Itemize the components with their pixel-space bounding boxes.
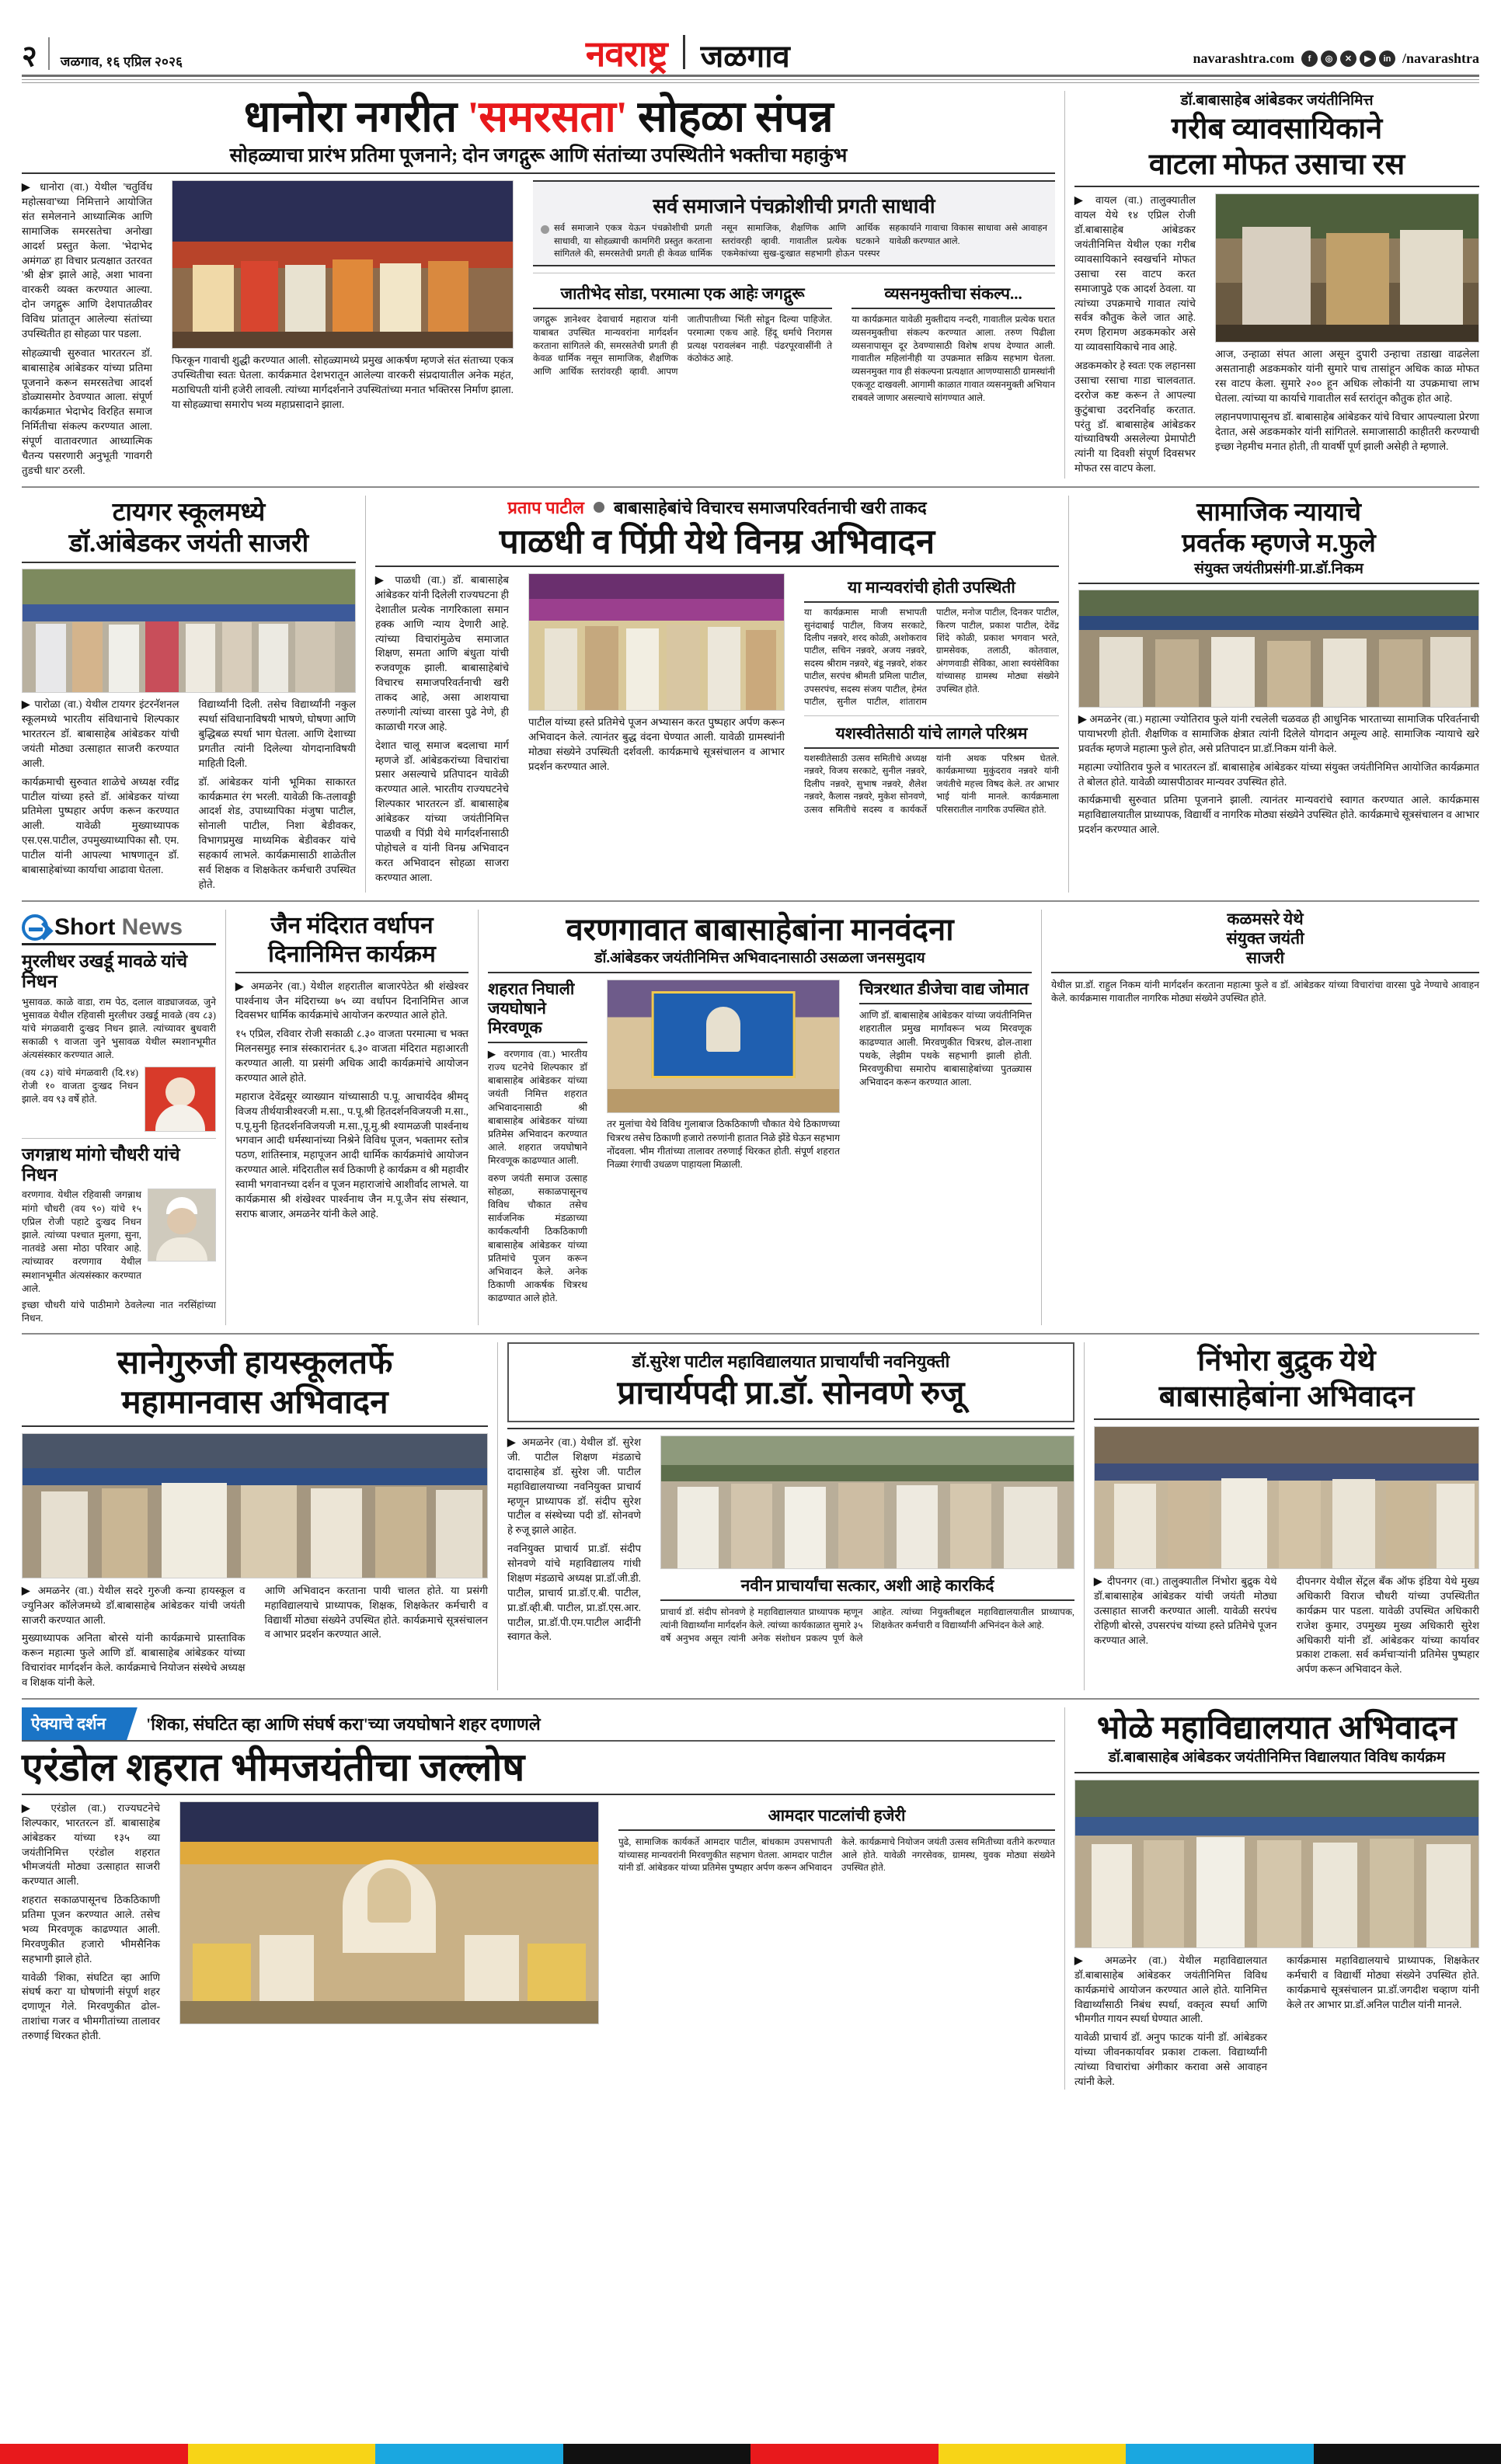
short-news-title: Short News bbox=[54, 914, 183, 940]
nimbhora-body-2: दीपनगर येथील सेंट्रल बँक ऑफ इंडिया येथे मुख्य अधिकारी विराज चौधरी यांच्या उपस्थितीत कार्यक्रम पार पडला. यावेळी उपस्थित अधिकारी राजेश कुमार, उपमुख्य मुख्य अधिकारी सुरेश अधिकारी यांनी डॉ. आंबेडकर यांच्या कार्यावर प्रकाश टाकला. सर्व कर्मचाऱ्यांनी प्रतिमेस पुष्पहार अर्पण करून अभिवादन केले. bbox=[1296, 1575, 1479, 1676]
samajik-headline-1: सामाजिक न्यायाचे bbox=[1196, 498, 1361, 527]
bhole-kicker: डॉ.बाबासाहेब आंबेडकर जयंतीनिमित्त विद्यालयात विविध कार्यक्रम bbox=[1108, 1749, 1446, 1766]
block-five bbox=[22, 1707, 1479, 2090]
suresh-col1 bbox=[507, 1436, 641, 1644]
lead-headline-part2: सोहळा संपन्न bbox=[627, 93, 834, 141]
tiger-body-1: ▶ पारोळा (वा.) येथील टायगर इंटरनॅशनल स्कूलमध्ये भारतीय संविधानाचे शिल्पकार भारतरत्न डॉ. बाबासाहेब आंबेडकर यांची जयंती मोठ्या उत्साहात साजरी करण्यात आली. bbox=[22, 698, 179, 769]
brand-separator bbox=[683, 35, 685, 69]
sane-headline-1: सानेगुरुजी हायस्कूलतर्फे bbox=[117, 1345, 393, 1382]
lead-infobox-title: सर्व समाजाने पंचक्रोशीची प्रगती साधावी bbox=[653, 195, 935, 218]
nimbhora-headline-1: निंभोरा बुद्रुक येथे bbox=[1197, 1345, 1376, 1378]
bhole-body-2: यावेळी प्राचार्य डॉ. अनुप फाटक यांनी डॉ. आंबेडकर यांच्या जीवनकार्यावर प्रकाश टाकला. विद्यार्थ्यांनी त्यांच्या विचारांचा अंगीकार करावा असे आवाहन त्यांनी केले. bbox=[1074, 2031, 1267, 2087]
paldhi-col1 bbox=[375, 573, 509, 885]
colorbar-seg-6 bbox=[939, 2444, 1127, 2464]
varangaon-body-4: आणि डॉ. बाबासाहेब आंबेडकर यांच्या जयंतीनिमित्त शहरातील प्रमुख मार्गांवरून भव्य मिरवणूक काढण्यात आली. मिरवणुकीत चित्ररथ, ढोल-ताशा पथके, लेझीम पथके सहभागी झाली होती. मिरवणुकीचा समारोप बाबासाहेबांच्या पुतळ्यास अभिवादन करून करण्यात आला. bbox=[859, 1010, 1032, 1088]
varangaon-body-2: वरुण जयंती समाज उत्साह सोहळा, सकाळपासूनच विविध चौकात तसेच सार्वजनिक मंडळाच्या कार्यकर्त्यांनी ठिकठिकाणी बाबासाहेब आंबेडकर यांच्या प्रतिमांचे पूजन करून अभिवादन केले. अनेक ठिकाणी आकर्षक चित्ररथ काढण्यात आले होते. bbox=[488, 1172, 587, 1304]
article-samajik-nyay bbox=[1078, 496, 1479, 893]
social-links[interactable] bbox=[1301, 50, 1395, 67]
colorbar-seg-5 bbox=[750, 2444, 939, 2464]
nimbhora-photo bbox=[1094, 1426, 1479, 1569]
instagram-icon[interactable]: ◎ bbox=[1321, 50, 1337, 67]
paldhi-headline: पाळधी व पिंप्री येथे विनम्र अभिवादन bbox=[499, 522, 935, 561]
varangaon-box1-title: शहरात निघाली जयघोषाने मिरवणूक bbox=[488, 980, 575, 1038]
block-three-stories bbox=[22, 496, 1479, 893]
samajik-body-3: कार्यक्रमाची सुरुवात प्रतिमा पूजनाने झाली. त्यानंतर मान्यवरांचे स्वागत करण्यात आले. कार्यक्रमास महाविद्यालयातील प्राध्यापक, विद्यार्थी व नागरिक मोठ्या संख्येने उपस्थित होते. कार्यक्रमाचे सूत्रसंचालन व आभार प्रदर्शन करण्यात आले. bbox=[1078, 794, 1479, 836]
colorbar-seg-7 bbox=[1126, 2444, 1314, 2464]
nimbhora-headline-2: बाबासाहेबांना अभिवादन bbox=[1158, 1380, 1415, 1414]
samajik-kicker: संयुक्त जयंतीप्रसंगी-प्रा.डॉ.निकम bbox=[1194, 561, 1363, 578]
article-tiger-school bbox=[22, 496, 356, 893]
right-top-body-2: अडकमकोर हे स्वतः एक लहानसा उसाचा रसाचा गाडा चालवतात. दररोज कष्ट करून ते आपल्या कुटुंबाचा उदरनिर्वाह करतात. परंतु डॉ. बाबासाहेब आंबेडकर यांच्याविषयी असलेल्या प्रेमापोटी त्यांनी या दिवशी संपूर्ण दिवसभर मोफत रस वाटप केला. bbox=[1074, 360, 1196, 475]
jain-body-2: १५ एप्रिल, रविवार रोजी सकाळी ८.३० वाजता परमात्मा च भक्त मिलनसमुह स्नात्र संस्कारानंतर ६.३० वाजता मंदिरात महाआरती करण्यात आली. या प्रसंगी अधिक आदी कार्यक्रमांचे आयोजन करण्यात आले होते. bbox=[235, 1028, 468, 1084]
varangaon-photo-block bbox=[607, 980, 840, 1171]
lead-body-2: सोहळ्याची सुरुवात भारतरत्न डॉ. बाबासाहेब आंबेडकर यांच्या प्रतिमा पूजनाने करून समरसतेचा आदर्श डोळ्यासमोर ठेवण्यात आला. संपूर्ण कार्यक्रमात भेदाभेद विरहित समाज निर्मितीचा संकल्प करण्यात आला. संपूर्ण वातावरणात आध्यात्मिक चैतन्य पसरणारी अनुभूती 'गावगरी तुडची धार' ठरली. bbox=[22, 346, 152, 476]
varangaon-body-1: ▶ वरणगाव (वा.) भारतीय राज्य घटनेचे शिल्पकार डॉ बाबासाहेब आंबेडकर यांच्या जयंती निमित्त शहरात अभिवादनासाठी श्री बाबासाहेब आंबेडकर यांच्या प्रतिमेस अभिवादन करण्यात आले. शहरात जयघोषाने मिरवणूक काढण्यात आली. bbox=[488, 1048, 588, 1167]
tiger-body-3: विद्यार्थ्यांनी दिली. तसेच विद्यार्थ्यांनी नकुल स्पर्धा संविधानाविषयी भाषणे, घोषणा आणि बुद्धिबळ स्पर्धा भाग घेतला. आणि देशाच्या प्रगतीत त्यांनी दिलेल्या योगदानाविषयी माहिती दिली. bbox=[198, 698, 356, 769]
sane-col2 bbox=[265, 1584, 489, 1643]
right-top-headline-1: गरीब व्यावसायिकाने bbox=[1171, 112, 1383, 145]
bhole-col2 bbox=[1287, 1954, 1479, 2013]
paldhi-kicker: बाबासाहेबांचे विचारच समाजपरिवर्तनाची खरी ताकद bbox=[613, 497, 927, 517]
article-jain-mandir bbox=[235, 910, 468, 1326]
article-bhole bbox=[1074, 1707, 1479, 2090]
erandol-sub-title: आमदार पाटलांची हजेरी bbox=[768, 1805, 906, 1825]
varangaon-box1 bbox=[488, 980, 587, 1305]
bhole-body-1: ▶ अमळनेर (वा.) येथील महाविद्यालयात डॉ.बाबासाहेब आंबेडकर जयंतीनिमित्त विविध कार्यक्रमांचे आयोजन करण्यात आले होते. यानिमित्त विद्यार्थ्यांसाठी निबंध स्पर्धा, वक्तृत्व स्पर्धा आणि भीमगीत गायन स्पर्धा घेण्यात आली. bbox=[1074, 1954, 1267, 2025]
lead-photo-block bbox=[172, 180, 514, 412]
tiger-col2 bbox=[199, 698, 357, 892]
lead-infobox bbox=[533, 180, 1055, 266]
article-sane-guruji bbox=[22, 1342, 488, 1690]
tiger-headline-1: टायगर स्कूलमध्ये bbox=[112, 498, 266, 527]
erandol-tagbar bbox=[22, 1707, 1055, 1742]
erandol-tag-headline: 'शिका, संघटित व्हा आणि संघर्ष करा'च्या जयघोषाने शहर दणाणले bbox=[146, 1714, 541, 1734]
colorbar-seg-1 bbox=[0, 2444, 188, 2464]
suresh-subhead: नवीन प्राचार्यांचा सत्कार, अशी आहे कारकिर्द bbox=[740, 1576, 994, 1596]
kalwane-body: येथील प्रा.डॉ. राहुल निकम यांनी मार्गदर्शन करताना महात्मा फुले व डॉ. आंबेडकर यांच्या विचारांचा वारसा पुढे नेण्याचे आवाहन केले. कार्यक्रमास गावातील नागरिक मोठ्या संख्येने उपस्थित होते. bbox=[1051, 980, 1479, 1004]
suresh-body-1: ▶ अमळनेर (वा.) येथील डॉ. सुरेश जी. पाटील शिक्षण मंडळाचे दादासाहेब डॉ. सुरेश जी. पाटील महाविद्यालयाच्या नवनियुक्त प्राचार्य म्हणून प्राध्यापक डॉ. संदीप सुरेश पाटील व संस्थेच्या पदी डॉ. सोनवणे हे रुजू झाले आहेत. bbox=[507, 1436, 641, 1537]
suresh-col2 bbox=[660, 1436, 1074, 1644]
article-varangaon bbox=[488, 910, 1032, 1326]
right-top-story bbox=[1074, 91, 1479, 479]
lead-headline bbox=[22, 94, 1055, 141]
erandol-body-1: ▶ एरंडोल (वा.) राज्यघटनेचे शिल्पकार, भारतरत्न डॉ. बाबासाहेब आंबेडकर यांच्या १३५ व्या जयंतीनिमित्त एरंडोल शहरात भीमजयंती मोठ्या उत्साहात साजरी करण्यात आली. bbox=[22, 1801, 160, 1888]
jain-body-1: ▶ अमळनेर (वा.) येथील शहरातील बाजारपेठेत श्री शंखेश्वर पार्श्वनाथ जैन मंदिराच्या ७५ व्या वर्धापन दिनानिमित्त आज दिवसभर धार्मिक कार्यक्रमांचे आयोजन करण्यात आले होते. bbox=[235, 980, 468, 1021]
erandol-photo-block bbox=[179, 1801, 599, 2024]
colorbar-seg-4 bbox=[563, 2444, 751, 2464]
erandol-col3 bbox=[618, 1801, 1055, 1874]
sane-col1 bbox=[22, 1584, 246, 1690]
masthead-left bbox=[22, 37, 183, 71]
paldhi-sub-title: यशस्वीतेसाठी यांचे लागले परिश्रम bbox=[835, 723, 1028, 743]
erandol-body-2: शहरात सकाळपासूनच ठिकठिकाणी प्रतिमा पूजन करण्यात आले. तसेच भव्य मिरवणूक काढण्यात आली. मिरवणुकीत हजारो भीमसैनिक सहभागी झाले होते. bbox=[22, 1894, 160, 1965]
jain-body-3: महाराज देवेंद्रसूर व्याख्यान यांच्यासाठी प.पू. आचार्यदेव श्रीमद् विजय तीर्थयात्रीश्वरजी म.सा., प.पू.श्री हितदर्शनविजयजी म.सा., प.पू.मुनी हितदर्शनविजयजी म.सा.,पू.मु.श्री श्यामळजी पार्श्वनाथ भगवान आदी धर्मस्थानांच्या निश्रेने विविध पूजन, भक्तामर स्तोत्र पठण, शांतिस्नात्र, महापूजन आदी धार्मिक कार्यक्रमांचे आयोजन करण्यात आले. मंदिरातील सर्व ठिकाणी हे कार्यक्रम व श्री महावीर स्वामी भगवानच्या दर्शन व पूजन महाराजांचे आशीर्वाद लाभले. या कार्यक्रमास श्री शंखेश्वर पार्श्वनाथ जैन म.पू.जैन संघ संस्थान, सराफ बाजार, अमळनेर यांनी केले आहे. bbox=[235, 1090, 468, 1220]
lead-story bbox=[22, 91, 1055, 479]
lead-infobox-text: सर्व समाजाने एकत्र येऊन पंचक्रोशीची प्रगती साधावी, या सोहळ्याची कामगिरी प्रस्तुत करताना सांगितले की, समरसतेची प्रगती ही केवळ धार्मिक नसून सामाजिक, शैक्षणिक आणि आर्थिक स्तरांवरही व्हावी. गावातील प्रत्येक घटकाने एकमेकांच्या सुख-दुःखात सहभागी होऊन परस्पर सहकार्याने गावाचा विकास साधावा असे आवाहन यावेळी करण्यात आले. bbox=[554, 224, 1047, 259]
right-top-kicker: डॉ.बाबासाहेब आंबेडकर जयंतीनिमित्त bbox=[1180, 92, 1374, 109]
nimbhora-col2 bbox=[1297, 1575, 1480, 1677]
sane-photo bbox=[22, 1433, 488, 1578]
bhole-photo bbox=[1074, 1780, 1479, 1948]
linkedin-icon[interactable]: in bbox=[1379, 50, 1395, 67]
varangaon-photo bbox=[607, 980, 840, 1113]
sane-body-3: आणि अभिवादन करताना पायी चालत होते. या प्रसंगी महाविद्यालयाचे प्राध्यापक, शिक्षक, शिक्षकेतर कर्मचारी व विद्यार्थी मोठ्या संख्येने उपस्थित होते. कार्यक्रमाचे सूत्रसंचालन व आभार प्रदर्शन करण्यात आले. bbox=[264, 1584, 488, 1641]
paldhi-sub-text: यशस्वीतेसाठी उत्सव समितीचे अध्यक्ष नन्नवरे, विजय सरकाटे, सुनील नन्नवरे, दिलीप नन्नवरे, सुभाष नन्नवरे, शैलेश नन्नवरे, कैलास नन्नवरे, मुकेश सोनवणे, उत्सव समितीचे सदस्य व कार्यकर्ते यांनी अथक परिश्रम घेतले. कार्यक्रमाच्या मुकुंदराव नन्नवरे यांनी जयंतीचे महत्त्व विषद केले. तर आभार भाई यांनी मानले. कार्यक्रमाला परिसरातील नागरिक उपस्थित होते. bbox=[804, 753, 1059, 815]
paldhi-photo bbox=[528, 573, 785, 711]
erandol-tag: ऐक्याचे दर्शन bbox=[22, 1707, 118, 1740]
suresh-body-2: नवनियुक्त प्राचार्य प्रा.डॉ. संदीप सोनवणे यांचे महाविद्यालय गांधी शिक्षण मंडळाचे अध्यक्ष प्रा.डॉ.जी.डी. पाटील, प्राचार्य प्रा.डॉ.ए.बी. पाटील, प्रा.डॉ.व्ही.बी. पाटील, प्रा.डॉ.एस.आर. पाटील, प्रा.डॉ.पी.एम.पाटील आदींनी स्वागत केले. bbox=[507, 1543, 641, 1643]
short-news-item-2-headline: जगन्नाथ मांगो चौधरी यांचे निधन bbox=[22, 1144, 180, 1185]
tiger-body-2: कार्यक्रमाची सुरुवात शाळेचे अध्यक्ष रवींद्र पाटील यांच्या हस्ते डॉ. आंबेडकर यांच्या प्रतिमेला पुष्पहार अर्पण करून करण्यात आली. यावेळी मुख्याध्यापक एस.एस.पाटील, उपमुख्याध्यापिका सौ. एम. पाटील यांनी आपल्या भाषणातून डॉ. बाबासाहेबांच्या कार्याचा आढावा घेतला. bbox=[22, 775, 179, 875]
bhole-col1 bbox=[1074, 1954, 1267, 2090]
varangaon-headline: वरणगावात बाबासाहेबांना मानवंदना bbox=[566, 911, 954, 947]
lead-headline-highlight: 'समरसता' bbox=[467, 93, 628, 141]
short-news-item-2-extra: इच्छा चौधरी यांचे पाठीमागे ठेवलेल्या नात नरसिंहांच्या निधन. bbox=[22, 1300, 216, 1324]
varangaon-box2 bbox=[859, 980, 1032, 1089]
short-news-header bbox=[22, 914, 216, 945]
lead-sub-article-2 bbox=[851, 280, 1055, 404]
block-four bbox=[22, 1342, 1479, 1690]
short-news-section bbox=[22, 910, 216, 1326]
youtube-icon[interactable]: ▶ bbox=[1360, 50, 1376, 67]
colorbar-seg-8 bbox=[1314, 2444, 1501, 2464]
kalwane-headline-3: साजरी bbox=[1245, 948, 1285, 968]
social-handle: /navarashtra bbox=[1402, 50, 1479, 66]
lead-sub-article-1 bbox=[533, 280, 832, 378]
tiger-body-4: डॉ. आंबेडकर यांनी भूमिका साकारत कार्यक्रमात रंग भरली. यावेळी कि-तलावड्डी आदर्श शेड, उपाध्यापिका मंजुषा पाटील, सोनाली पाटील, निशा बेडीवकर, विभागप्रमुख माध्यमिक बेडीवकर यांचे सहकार्य लाभले. कार्यक्रमासाठी शाळेतील सर्व शिक्षक व शिक्षकेतर कर्मचारी उपस्थित होते. bbox=[198, 775, 356, 890]
kalwane-headline-2: संयुक्त जयंती bbox=[1226, 928, 1304, 948]
lead-col1 bbox=[22, 180, 152, 479]
short-news-item-1 bbox=[22, 952, 216, 1132]
suresh-sub-text: प्राचार्य डॉ. संदीप सोनवणे हे महाविद्यालयात प्राध्यापक म्हणून त्यांनी विद्यार्थ्यांना मार्गदर्शन केले. त्यांच्या कार्यकाळात सुमारे ३५ वर्षे अनुभव असून त्यांनी अनेक संशोधन प्रकल्प पूर्ण केले आहेत. त्यांच्या नियुक्तीबद्दल महाविद्यालयातील प्राध्यापक, शिक्षकेतर कर्मचारी व विद्यार्थ्यांनी अभिनंदन केले आहे. bbox=[660, 1606, 1074, 1644]
article-suresh-patil bbox=[507, 1342, 1074, 1690]
samajik-photo bbox=[1078, 590, 1479, 708]
short-news-item-1-body: भुसावळ. काळे वाडा, राम पेठ, दलाल वाड्याजवळ, जुने भुसावळ येथील रहिवासी मुरलीधर उखर्डू मावळे (वय ८३) यांचे मंगळवारी दुःखद निधन झाले. त्यांच्यावर बुधवारी सकाळी ९ वाजता जुने भुसावळ येथील स्मशानभूमीत अंत्यसंस्कार करण्यात आले. bbox=[22, 996, 216, 1061]
right-top-col1 bbox=[1074, 193, 1196, 476]
short-news-item-1-age: (वय ८३) यांचे मंगळवारी (दि.१४) रोजी १० वाजता दुःखद निधन झाले. वय ९३ वर्षे होते. bbox=[22, 1067, 138, 1105]
block-lead bbox=[22, 91, 1479, 479]
erandol-headline: एरंडोल शहरात भीमजयंतीचा जल्लोष bbox=[22, 1745, 525, 1789]
paldhi-body-1: ▶ पाळधी (वा.) डॉ. बाबासाहेब आंबेडकर यांनी दिलेली राज्यघटना ही देशातील प्रत्येक नागरिकाला समान हक्क आणि न्याय देणारी आहे. त्यांच्या विचारांमुळेच समाजात शिक्षण, समता आणि बंधुता यांची रुजवणूक झाली. बाबासाहेबांचे विचारच समाजपरिवर्तनाची खरी ताकद आहे, असा आशयाचा तरुणांनी त्यांच्या वारसा पुढे नेणे, ही काळाची गरज आहे. bbox=[375, 574, 509, 733]
nimbhora-body-1: ▶ दीपनगर (वा.) तालुक्यातील निंभोरा बुद्रुक येथे डॉ.बाबासाहेब आंबेडकर यांची जयंती मोठ्या उत्साहात साजरी करण्यात आली. यावेळी सरपंच रोहिणी बोरसे, उपसरपंच यांच्या हस्ते प्रतिमेचे पूजन करण्यात आले. bbox=[1094, 1575, 1277, 1646]
short-news-item-2 bbox=[22, 1145, 216, 1326]
sane-headline-2: महामानवास अभिवादन bbox=[121, 1384, 388, 1421]
lead-right-col bbox=[533, 180, 1055, 404]
kalwane-headline-1: कळमसरे येथे bbox=[1227, 909, 1304, 928]
paldhi-author-tag: प्रताप पाटील bbox=[507, 497, 584, 517]
samajik-headline-2: प्रवर्तक म्हणजे म.फुले bbox=[1182, 530, 1376, 559]
short-news-photo-1 bbox=[145, 1067, 216, 1132]
paldhi-body-3: पाटील यांच्या हस्ते प्रतिमेचे पूजन अभ्यासन करत पुष्पहार अर्पण करून अभिवादन केले. त्यानंतर बुद्ध वंदना घेण्यात आली. यावेळी ग्रामस्थांनी मोठ्या संख्येने उपस्थिती दर्शवली. कार्यक्रमाचे सूत्रसंचालन व आभार प्रदर्शन करण्यात आले. bbox=[528, 716, 785, 772]
masthead-right bbox=[1193, 50, 1479, 71]
registration-color-bar bbox=[0, 2444, 1501, 2464]
lead-body-1: ▶ धानोरा (वा.) येथील 'चतुर्विध महोत्सवा'च्या निमित्ताने आयोजित संत समेलनाने आध्यात्मिक आणि सामाजिक समरसतेचा अनोखा आदर्श प्रस्तुत केला. 'भेदाभेद अमंगळ' हा विचार प्रत्यक्षात उतरवत 'श्री क्षेत्र' झाले आहे, अशा भावना वारकरी व्यक्त करण्यात आल्या. दोन जगद्गुरू आणि देशपातळीवर विविध प्रांतातून आलेल्या संतांच्या उपस्थितीत हा सोहळा पार पडला. bbox=[22, 181, 152, 339]
arrow-into-circle-icon bbox=[22, 914, 48, 941]
varangaon-box2-title: चित्ररथात डीजेचा वाद्य जोमात bbox=[859, 980, 1029, 999]
samajik-body-2: महात्मा ज्योतिराव फुले व भारतरत्न डॉ. बाबासाहेब आंबेडकर यांच्या संयुक्त जयंतीनिमित्त आयोजित कार्यक्रमात ते बोलत होते. यावेळी व्यासपीठावर मान्यवर उपस्थित होते. bbox=[1078, 760, 1479, 788]
lead-headline-part1: धानोरा नगरीत bbox=[243, 93, 468, 141]
article-paldhi-pimpri bbox=[375, 496, 1059, 893]
paldhi-infobox-title: या मान्यवरांची होती उपस्थिती bbox=[848, 578, 1015, 597]
lead-subhead: सोहळ्याचा प्रारंभ प्रतिमा पूजनाने; दोन जगद्गुरू आणि संतांच्या उपस्थितीने भक्तीचा महाकुंभ bbox=[229, 145, 848, 167]
erandol-photo bbox=[179, 1801, 599, 2024]
erandol-body-3: यावेळी 'शिका, संघटित व्हा आणि संघर्ष करा' या घोषणांनी संपूर्ण शहर दणाणून गेले. मिरवणुकीत ढोल-ताशांचा गजर व भीमगीतांच्या तालावर तरुणाई थिरकत होती. bbox=[22, 1971, 160, 2042]
right-top-body-3: आज, उन्हाळा संपत आला असून दुपारी उन्हाचा तडाखा वाढलेला असतानाही अडकमकोर यांनी सुमारे पाच तासांहून अधिक काळ मोफत रस वाटप केला. सुमारे २०० हून अधिक लोकांनी या उपक्रमाचा लाभ घेतला. त्यांच्या या कार्याचे गावातील सर्व स्तरांतून कौतुक होत आहे. bbox=[1215, 348, 1479, 405]
erandol-body-4: पुढे, सामाजिक कार्यकर्ते आमदार पाटील, बांधकाम उपसभापती यांच्यासह मान्यवरांनी मिरवणुकीत सहभाग घेतला. आमदार पाटील यांनी डॉ. आंबेडकर यांच्या प्रतिमेस पुष्पहार अर्पण करून अभिवादन केले. कार्यक्रमाचे नियोजन जयंती उत्सव समितीच्या वतीने करण्यात आले होते. यावेळी नगरसेवक, ग्रामस्थ, युवक मोठ्या संख्येने उपस्थित होते. bbox=[618, 1836, 1055, 1874]
short-news-item-2-body: वरणगाव. येथील रहिवासी जगन्नाथ मांगो चौधरी (वय ९०) यांचे १५ एप्रिल रोजी पहाटे दुःखद निधन झाले. त्यांच्या पश्चात मुलगा, सुना, नातवंडे असा मोठा परिवार आहे. त्यांच्यावर वरणगाव येथील स्मशानभूमीत अंत्यसंस्कार करण्यात आले. bbox=[22, 1189, 141, 1294]
samajik-body-1: ▶ अमळनेर (वा.) महात्मा ज्योतिराव फुले यांनी रचलेली चळवळ ही आधुनिक भारताच्या सामाजिक परिवर्तनाची पायाभरणी होती. शैक्षणिक व सामाजिक क्षेत्रात त्यांनी दिलेले योगदान अमूल्य आहे. सामाजिक न्यायाचे खरे प्रवर्तक म्हणजे महात्मा फुले होत, असे प्रतिपादन प्रा.डॉ.निकम यांनी केले. bbox=[1078, 713, 1479, 754]
suresh-headline: प्राचार्यपदी प्रा.डॉ. सोनवणे रुजू bbox=[617, 1375, 965, 1411]
edition-name: जळगाव bbox=[700, 39, 790, 74]
lead-photo bbox=[172, 180, 514, 349]
block-shortnews-row bbox=[22, 910, 1479, 1326]
page-body bbox=[0, 83, 1501, 2090]
lead-sub-article-1-title: जातीभेद सोडा, परमात्मा एक आहेः जगद्गुरू bbox=[560, 284, 805, 304]
masthead-logo bbox=[183, 34, 1193, 75]
short-news-photo-2 bbox=[148, 1188, 216, 1262]
nimbhora-col1 bbox=[1094, 1575, 1277, 1648]
right-top-col2 bbox=[1215, 193, 1479, 454]
bullet-separator-icon bbox=[594, 502, 604, 513]
article-erandol bbox=[22, 1707, 1055, 2090]
x-twitter-icon[interactable]: ✕ bbox=[1340, 50, 1356, 67]
right-top-headline-2: वाटला मोफत उसाचा रस bbox=[1148, 148, 1405, 181]
colorbar-seg-2 bbox=[188, 2444, 376, 2464]
tiger-col1 bbox=[22, 698, 179, 878]
paldhi-body-2: देशात चालू समाज बदलाचा मार्ग म्हणजे डॉ. आंबेडकरांच्या विचारांचा प्रसार असल्याचे प्रतिपादन यावेळी करण्यात आले. भारतीय राज्यघटनेचे शिल्पकार भारतरत्न डॉ. बाबासाहेब आंबेडकर यांच्या जयंतीनिमित्त पाळधी व पिंप्री येथे मार्गदर्शनासाठी पोहोचले व यांनी विनम्र अभिवादन करत अभिवादन सोहळा साजरा करण्यात आला. bbox=[375, 739, 509, 883]
lead-sub-article-2-title: व्यसनमुक्तीचा संकल्प... bbox=[884, 284, 1022, 304]
tiger-photo bbox=[22, 569, 356, 693]
website-url[interactable]: navarashtra.com bbox=[1193, 50, 1294, 66]
suresh-photo bbox=[660, 1436, 1074, 1569]
lead-sub-article-2-text: या कार्यक्रमात यावेळी मुक्तीदाय नन्दरी, गावातील प्रत्येक घरात व्यसनमुक्तीचा संकल्प करण्यात आला. तरुण पिढीला व्यसनापासून दूर ठेवण्यासाठी विशेष शपथ देण्यात आली. गावातील महिलांनीही या उपक्रमात सक्रिय सहभाग घेतला. व्यसनमुक्त गाव ही संकल्पना प्रत्यक्षात आणण्यासाठी ग्रामस्थांनी एकजूट दाखवली. आगामी काळात गावात व्यसनमुक्ती अभियान राबवले जाणार असल्याचे सांगण्यात आले. bbox=[851, 314, 1055, 403]
facebook-icon[interactable]: f bbox=[1301, 50, 1318, 67]
erandol-col1 bbox=[22, 1801, 160, 2044]
sane-body-2: मुख्याध्यापक अनिता बोरसे यांनी कार्यक्रमाचे प्रास्ताविक करून महात्मा फुले आणि डॉ. बाबासाहेब आंबेडकर यांच्या विचारांवर मार्गदर्शन केले. कार्यक्रमाचे नियोजन संस्थेचे अध्यक्ष व शिक्षक यांनी केले. bbox=[22, 1632, 246, 1689]
bhole-headline: भोळे महाविद्यालयात अभिवादन bbox=[1096, 1710, 1457, 1746]
masthead-dateline: जळगाव, १६ एप्रिल २०२६ bbox=[60, 54, 183, 69]
jain-headline-1: जैन मंदिरात वर्धापन bbox=[270, 912, 434, 938]
tiger-headline-2: डॉ.आंबेडकर जयंती साजरी bbox=[68, 530, 309, 559]
sane-body-1: ▶ अमळनेर (वा.) येथील सदरे गुरुजी कन्या हायस्कूल व ज्युनिअर कॉलेजमध्ये डॉ.बाबासाहेब आंबेडकर यांची जयंती साजरी करण्यात आली. bbox=[22, 1584, 246, 1626]
bhole-body-3: कार्यक्रमास महाविद्यालयाचे प्राध्यापक, शिक्षकेतर कर्मचारी व विद्यार्थी मोठ्या संख्येने उपस्थित होते. कार्यक्रमाचे सूत्रसंचालन प्रा.डॉ.जगदीश चव्हाण यांनी केले तर आभार प्रा.डॉ.अनिल पाटील यांनी मानले. bbox=[1287, 1954, 1479, 2010]
paldhi-info-col bbox=[804, 573, 1059, 816]
bullet-dot-icon bbox=[541, 225, 549, 234]
right-top-body-4: लहानपणापासूनच डॉ. बाबासाहेब आंबेडकर यांचे विचार आपल्याला प्रेरणा देतात, असे अडकमकोर यांनी सांगितले. समाजासाठी काहीतरी करण्याची इच्छा नेहमीच मनात होती, ती यावर्षी पूर्ण झाली असेही ते म्हणाले. bbox=[1215, 410, 1479, 452]
suresh-kicker: डॉ.सुरेश पाटील महाविद्यालयात प्राचार्यांची नवनियुक्ती bbox=[632, 1352, 950, 1372]
right-top-body-1: ▶ वायल (वा.) तालुक्यातील वायल येथे १४ एप्रिल रोजी डॉ.बाबासाहेब आंबेडकर जयंतीनिमित्त येथील एका गरीब व्यावसायिकाने स्वखर्चाने मोफत उसाचा रस वाटप करत समाजापुढे एक आदर्श ठेवला. या त्यांच्या उपक्रमाचे गावात त्यांचे सर्वत्र कौतुक केले जात आहे. रमण हिरामण अडकमकोर असे या व्यावसायिकाचे नाव आहे. bbox=[1074, 194, 1196, 353]
paldhi-photo-block bbox=[528, 573, 785, 774]
masthead bbox=[0, 0, 1501, 75]
lead-body-3: फिरकून गावाची शुद्धी करण्यात आली. सोहळ्यामध्ये प्रमुख आकर्षण म्हणजे संत संताच्या एकत्र उपस्थितीचा स्वतः घेतला. कार्यक्रमात देशभरातून आलेल्या वारकरी संप्रदायातील अनेक महंत, मठाधिपती यांनी हजेरी लावली. त्यांच्या मार्गदर्शनाने उपस्थितांच्या मनात भक्तिरस निर्माण झाला. या सोहळ्याचा समारोप भव्य महाप्रसादाने झाला. bbox=[172, 354, 514, 410]
paldhi-infobox-text: या कार्यक्रमास माजी सभापती सुनंदाबाई पाटील, विजय सरकाटे, दिलीप नन्नवरे, शरद कोळी, अशोकराव पाटील, सचिन नन्नवरे, अजय नन्नवरे, सदस्य श्रीराम नन्नवरे, बंडू नन्नवरे, शंकर पाटील, सरपंच श्रीमती प्रमिला पाटील, उपसरपंच, सदस्य संजय पाटील, हेमंत पाटील, सुनील पाटील, शांताराम पाटील, मनोज पाटील, दिनकर पाटील, किरण पाटील, प्रकाश पाटील, देवेंद्र शिंदे कोळी, प्रकाश भगवान भरते, ग्रामसेवक, तलाठी, कोतवाल, अंगणवाडी सेविका, आशा स्वयंसेविका यांच्यासह ग्रामस्थ मोठ्या संख्येने उपस्थित होते. bbox=[804, 607, 1059, 708]
varangaon-body-3: तर मुलांचा येथे विविध गुलाबाज ठिकठिकाणी चौकात येथे ठिकाणच्या चित्ररथ तसेच ठिकाणी हजारो तरुणांनी हातात निळे झेंडे घेऊन सहभाग नोंदवला. भीम गीतांच्या तालावर तरुणाई थिरकत होती. संपूर्ण शहरात निळ्या रंगाची उधळण पाहायला मिळाली. bbox=[607, 1119, 840, 1171]
short-news-item-1-headline: मुरलीधर उखर्डू मावळे यांचे निधन bbox=[22, 951, 188, 992]
brand-name: नवराष्ट्र bbox=[585, 34, 667, 75]
jain-headline-2: दिनानिमित्त कार्यक्रम bbox=[268, 941, 436, 967]
page-number: २ bbox=[22, 40, 37, 73]
article-nimbhora bbox=[1094, 1342, 1479, 1690]
masthead-rules bbox=[22, 75, 1479, 83]
colorbar-seg-3 bbox=[375, 2444, 563, 2464]
article-kalwane bbox=[1051, 910, 1479, 1326]
varangaon-kicker: डॉ.आंबेडकर जयंतीनिमित्त अभिवादनासाठी उसळला जनसमुदाय bbox=[594, 949, 925, 966]
right-top-photo bbox=[1215, 193, 1479, 343]
lead-sub-article-1-text: जगद्गुरू ज्ञानेश्वर देवाचार्य महाराज यांनी याबाबत उपस्थित मान्यवरांना मार्गदर्शन करताना सांगितले की, समरसतेची प्रगती ही केवळ धार्मिक नसून सामाजिक, शैक्षणिक आणि आर्थिक स्तरांवरही व्हावी. आपण जातीपातीच्या भिंती सोडून दिल्या पाहिजेत. परमात्मा एकच आहे. हिंदू धर्माचे निरागस प्रत्यक्ष परावलंबन नाही. पंढरपूरवासींनी ते कंठोकंठ आहे. bbox=[533, 314, 833, 378]
masthead-divider bbox=[48, 37, 50, 70]
